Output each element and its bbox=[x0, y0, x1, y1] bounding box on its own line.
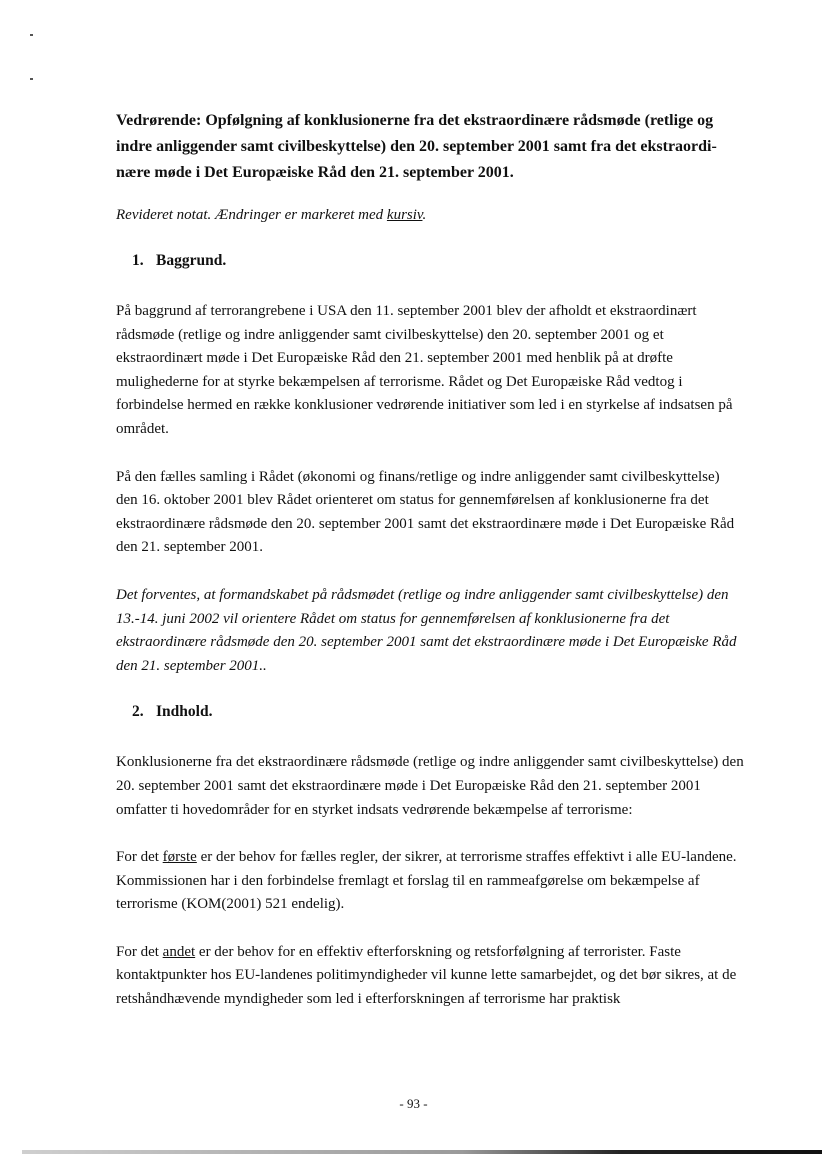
paragraph-background-2: På den fælles samling i Rådet (økonomi og finans/retlige og indre anliggender samt civilbeskyttelse) den 16. oktober 2001 blev Rådet orienteret om status for gennemførelsen af konklusionerne fra det ekstraordinære rådsmøde den 20. september 2001 samt det ekstraordinære møde i Det Europæiske Råd den 21. september 2001. bbox=[116, 468, 735, 556]
section-title: Baggrund. bbox=[156, 252, 227, 269]
scan-speck bbox=[30, 34, 33, 36]
paragraph-background-1: På baggrund af terrorangrebene i USA den 11. september 2001 blev der afholdt et ekstraordinært rådsmøde (retlige og indre anliggender samt civilbeskyttelse) den 20. september 2001 og et ekstraordinært møde i Det Europæiske Råd den 21. september 2001 med henblik på at drøfte mulighederne for at styrke bekæmpelsen af terrorisme. Rådet og Det Europæiske Råd vedtog i forbindelse hermed en række konklusioner vedrørende initiativer som led i en styrkelse af indsatsen på området. bbox=[116, 303, 733, 437]
section-number: 1. bbox=[132, 252, 144, 269]
paragraph-content-first bbox=[116, 846, 744, 917]
paragraph-text: For det bbox=[116, 849, 163, 866]
paragraph-background-revised: Det forventes, at formandskabet på rådsmødet (retlige og indre anliggender samt civilbeskyttelse) den 13.-14. juni 2002 vil orientere Rådet om status for gennemførelsen af konklusionerne fra det ekstraordinære rådsmøde den 20. september 2001 samt det ekstraordinære møde i Det Europæiske Råd den 21. september 2001.. bbox=[116, 586, 737, 674]
subject-heading: Vedrørende: Opfølgning af konklusionerne fra det ekstraordinære rådsmøde (retlige og indre anliggender samt civilbeskyttelse) den 20. september 2001 samt fra det ekstraordi-nære møde i Det Europæiske Råd den 21. september 2001. bbox=[116, 112, 717, 181]
underlined-word: andet bbox=[162, 943, 196, 960]
revision-note-end: . bbox=[422, 207, 427, 223]
section-heading-content bbox=[132, 702, 744, 722]
paragraph-content-second bbox=[116, 941, 744, 1012]
scan-edge-line bbox=[22, 1150, 822, 1154]
revision-note-emph: Ændringer er markeret med bbox=[215, 207, 387, 223]
paragraph-text: For det bbox=[116, 943, 163, 960]
revision-note-lead: Revideret notat. bbox=[116, 207, 215, 223]
paragraph-content-intro: Konklusionerne fra det ekstraordinære rådsmøde (retlige og indre anliggender samt civilbeskyttelse) den 20. september 2001 samt det ekstraordinære møde i Det Europæiske Råd den 21. september 2001 omfatter ti hovedområder for en styrket indsats vedrørende bekæmpelse af terrorisme: bbox=[116, 754, 744, 818]
page-number: - 93 - bbox=[399, 1096, 428, 1111]
section-heading-background bbox=[132, 251, 744, 271]
scan-speck bbox=[30, 78, 33, 80]
section-title: Indhold. bbox=[156, 703, 213, 721]
document-body bbox=[116, 108, 744, 1036]
section-number: 2. bbox=[132, 703, 144, 721]
revision-note-underlined: kursiv bbox=[386, 207, 423, 223]
paragraph-text: er der behov for en effektiv efterforskning og retsforfølgning af terrorister. Faste kontaktpunkter hos EU-landenes politimyndigheder vil kunne lette samarbejdet, og det bør sikres, at de retshåndhævende myndigheder som led i efterforskningen af terrorisme har praktisk bbox=[116, 943, 737, 1008]
revision-note bbox=[116, 205, 744, 225]
paragraph-text: er der behov for fælles regler, der sikrer, at terrorisme straffes effektivt i alle EU-landene. Kommissionen har i den forbindelse fremlagt et forslag til en rammeafgørelse om bekæmpelse af terrorisme (KOM(2001) 521 endelig). bbox=[116, 849, 737, 913]
underlined-word: første bbox=[162, 849, 197, 866]
